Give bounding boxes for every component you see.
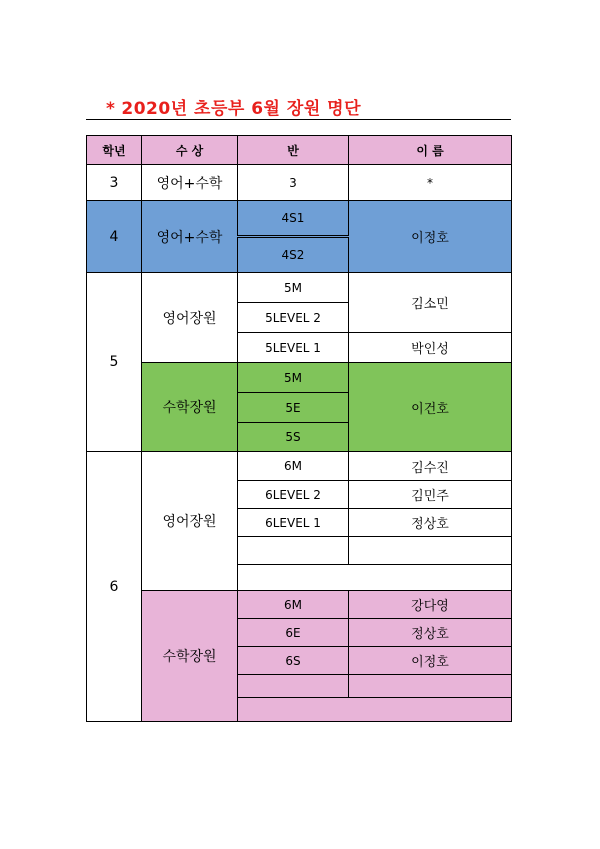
name-4: 이정호 <box>349 201 512 273</box>
class-5-math-3: 5S <box>238 423 349 452</box>
title-star: * <box>106 99 116 119</box>
title-text: 2020년 초등부 6월 장원 명단 <box>121 99 362 119</box>
class-6-eng-2: 6LEVEL 2 <box>238 481 349 509</box>
grade-4: 4 <box>87 201 142 273</box>
name-6-math-1: 강다영 <box>349 591 512 619</box>
table-row <box>87 165 512 201</box>
award-3: 영어+수학 <box>142 165 238 201</box>
header-award: 수 상 <box>142 136 238 165</box>
table-row <box>87 452 512 481</box>
header-grade: 학년 <box>87 136 142 165</box>
name-5-math: 이건호 <box>349 363 512 452</box>
class-3: 3 <box>238 165 349 201</box>
name-6-eng-1: 김수진 <box>349 452 512 481</box>
name-6-eng-4 <box>349 537 512 565</box>
class-6-eng-3: 6LEVEL 1 <box>238 509 349 537</box>
header-class: 반 <box>238 136 349 165</box>
name-6-math-2: 정상호 <box>349 619 512 647</box>
name-3: * <box>349 165 512 201</box>
award-6-math: 수학장원 <box>142 591 238 722</box>
header-name: 이 름 <box>349 136 512 165</box>
class-5-eng-2: 5LEVEL 2 <box>238 303 349 333</box>
title-underline <box>86 119 511 120</box>
award-4: 영어+수학 <box>142 201 238 273</box>
award-6-eng: 영어장원 <box>142 452 238 591</box>
table-row <box>87 591 512 619</box>
name-5-eng-3: 박인성 <box>349 333 512 363</box>
table-row <box>87 363 512 393</box>
awards-table <box>86 135 512 722</box>
award-5-math: 수학장원 <box>142 363 238 452</box>
blank-6-eng <box>238 565 512 591</box>
class-6-math-3: 6S <box>238 647 349 675</box>
grade-3: 3 <box>87 165 142 201</box>
class-5-math-1: 5M <box>238 363 349 393</box>
name-6-math-3: 이정호 <box>349 647 512 675</box>
class-5-eng-3: 5LEVEL 1 <box>238 333 349 363</box>
header-row <box>87 136 512 165</box>
grade-6: 6 <box>87 452 142 722</box>
class-6-math-2: 6E <box>238 619 349 647</box>
grade-5: 5 <box>87 273 142 452</box>
name-6-eng-3: 정상호 <box>349 509 512 537</box>
class-5-eng-1: 5M <box>238 273 349 303</box>
table-row <box>87 273 512 303</box>
name-6-math-4 <box>349 675 512 698</box>
table-row <box>87 201 512 237</box>
blank-6-math <box>238 698 512 722</box>
class-4s2: 4S2 <box>238 237 349 273</box>
award-5-eng: 영어장원 <box>142 273 238 363</box>
class-4s1: 4S1 <box>238 201 349 237</box>
class-6-eng-1: 6M <box>238 452 349 481</box>
name-6-eng-2: 김민주 <box>349 481 512 509</box>
class-6-math-1: 6M <box>238 591 349 619</box>
class-6-math-4 <box>238 675 349 698</box>
page-title <box>106 94 361 119</box>
name-5-eng-1: 김소민 <box>349 273 512 333</box>
class-6-eng-4 <box>238 537 349 565</box>
class-5-math-2: 5E <box>238 393 349 423</box>
